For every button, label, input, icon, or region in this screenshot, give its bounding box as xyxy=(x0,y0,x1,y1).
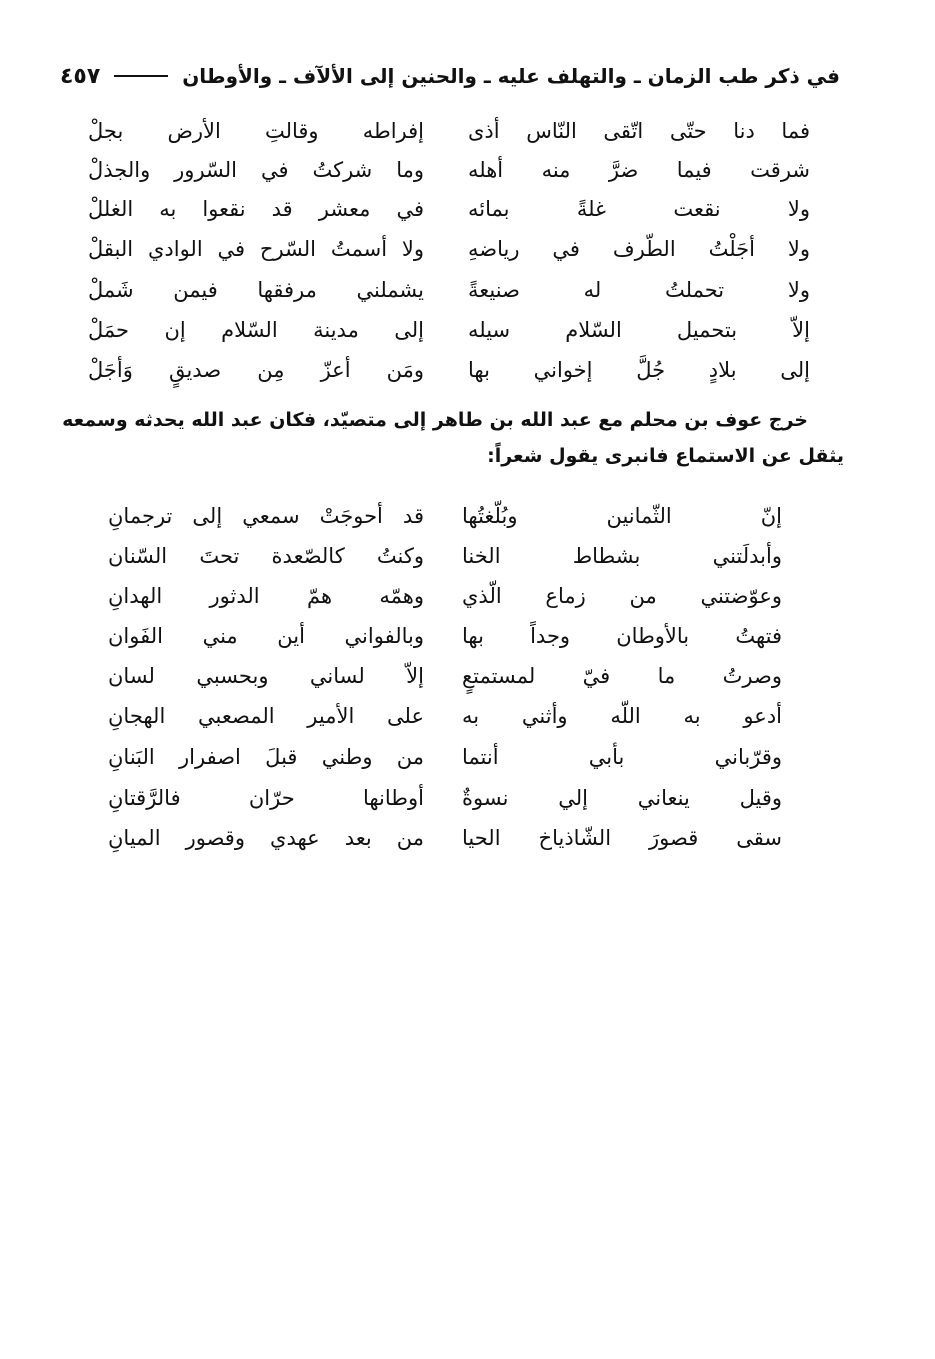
verse-first-hemistich: فما دنا حتّى اتّقى النّاس أذى xyxy=(468,119,810,143)
prose-line: خرج عوف بن محلم مع عبد الله بن طاهر إلى متصيّد، فكان عبد الله يحدثه وسمعه xyxy=(62,409,808,431)
verse-first-hemistich: وعوّضتني من زماع الّذي xyxy=(462,584,782,608)
verse-second-hemistich: قد أحوجَتْ سمعي إلى ترجمانِ xyxy=(108,504,424,528)
verse-first-hemistich: فتهتُ بالأوطان وجداً بها xyxy=(462,624,782,648)
header-rule xyxy=(114,75,168,77)
verse-second-hemistich: من بعد عهدي وقصور الميانِ xyxy=(108,826,424,850)
verse-first-hemistich: إلى بلادٍ جُلَّ إخواني بها xyxy=(468,358,810,382)
verse-first-hemistich: سقى قصورَ الشّاذياخ الحيا xyxy=(462,826,782,850)
verse-second-hemistich: ولا أسمتُ السّرح في الوادي البقلْ xyxy=(88,237,424,261)
page-header xyxy=(60,58,840,94)
verse-second-hemistich: يشملني مرفقها فيمن شَملْ xyxy=(88,278,424,302)
verse-second-hemistich: ومَن أعزّ مِن صديقٍ وَأجَلْ xyxy=(88,358,424,382)
verse-second-hemistich: أوطانها حرّان فالرَّقتانِ xyxy=(108,786,424,810)
verse-first-hemistich: ولا تحملتُ له صنيعةً xyxy=(468,278,810,302)
verse-first-hemistich: شرقت فيما ضرَّ منه أهله xyxy=(468,158,810,182)
verse-first-hemistich: إنّ الثّمانين وبُلّغتُها xyxy=(462,504,782,528)
verse-first-hemistich: إلاّ بتحميل السّلام سيله xyxy=(468,318,810,342)
verse-second-hemistich: وبالفواني أين مني الفَوان xyxy=(108,624,424,648)
verse-second-hemistich: في معشر قد نقعوا به الغللْ xyxy=(88,197,424,221)
verse-first-hemistich: وقرّباني بأبي أنتما xyxy=(462,745,782,769)
verse-first-hemistich: وصرتُ ما فيّ لمستمتعٍ xyxy=(462,664,782,688)
verse-second-hemistich: وهمّه همّ الدثور الهدانِ xyxy=(108,584,424,608)
running-title: في ذكر طب الزمان ـ والتهلف عليه ـ والحنين إلى الألآف ـ والأوطان xyxy=(182,64,840,88)
page-number: ٤٥٧ xyxy=(60,63,101,89)
prose-line: يثقل عن الاستماع فانبرى يقول شعراً: xyxy=(487,445,844,467)
verse-first-hemistich: وأبدلَتني بشطاط الخنا xyxy=(462,544,782,568)
verse-second-hemistich: وما شركتُ في السّرور والجذلْ xyxy=(88,158,424,182)
prose-paragraph xyxy=(60,402,844,474)
verse-first-hemistich: أدعو به اللّه وأثني به xyxy=(462,704,782,728)
verse-second-hemistich: إفراطه وقالتِ الأرض بجلْ xyxy=(88,119,424,143)
verse-second-hemistich: من وطني قبلَ اصفرار البَنانِ xyxy=(108,745,424,769)
verse-first-hemistich: ولا نقعت غلةً بمائه xyxy=(468,197,810,221)
verse-first-hemistich: وقيل ينعاني إلي نسوةٌ xyxy=(462,786,782,810)
verse-second-hemistich: وكنتُ كالصّعدة تحتَ السّنان xyxy=(108,544,424,568)
verse-second-hemistich: إلاّ لساني وبحسبي لسان xyxy=(108,664,424,688)
verse-first-hemistich: ولا أجَلْتُ الطّرف في رياضهِ xyxy=(468,237,810,261)
verse-second-hemistich: إلى مدينة السّلام إن حمَلْ xyxy=(88,318,424,342)
verse-second-hemistich: على الأمير المصعبي الهجانِ xyxy=(108,704,424,728)
